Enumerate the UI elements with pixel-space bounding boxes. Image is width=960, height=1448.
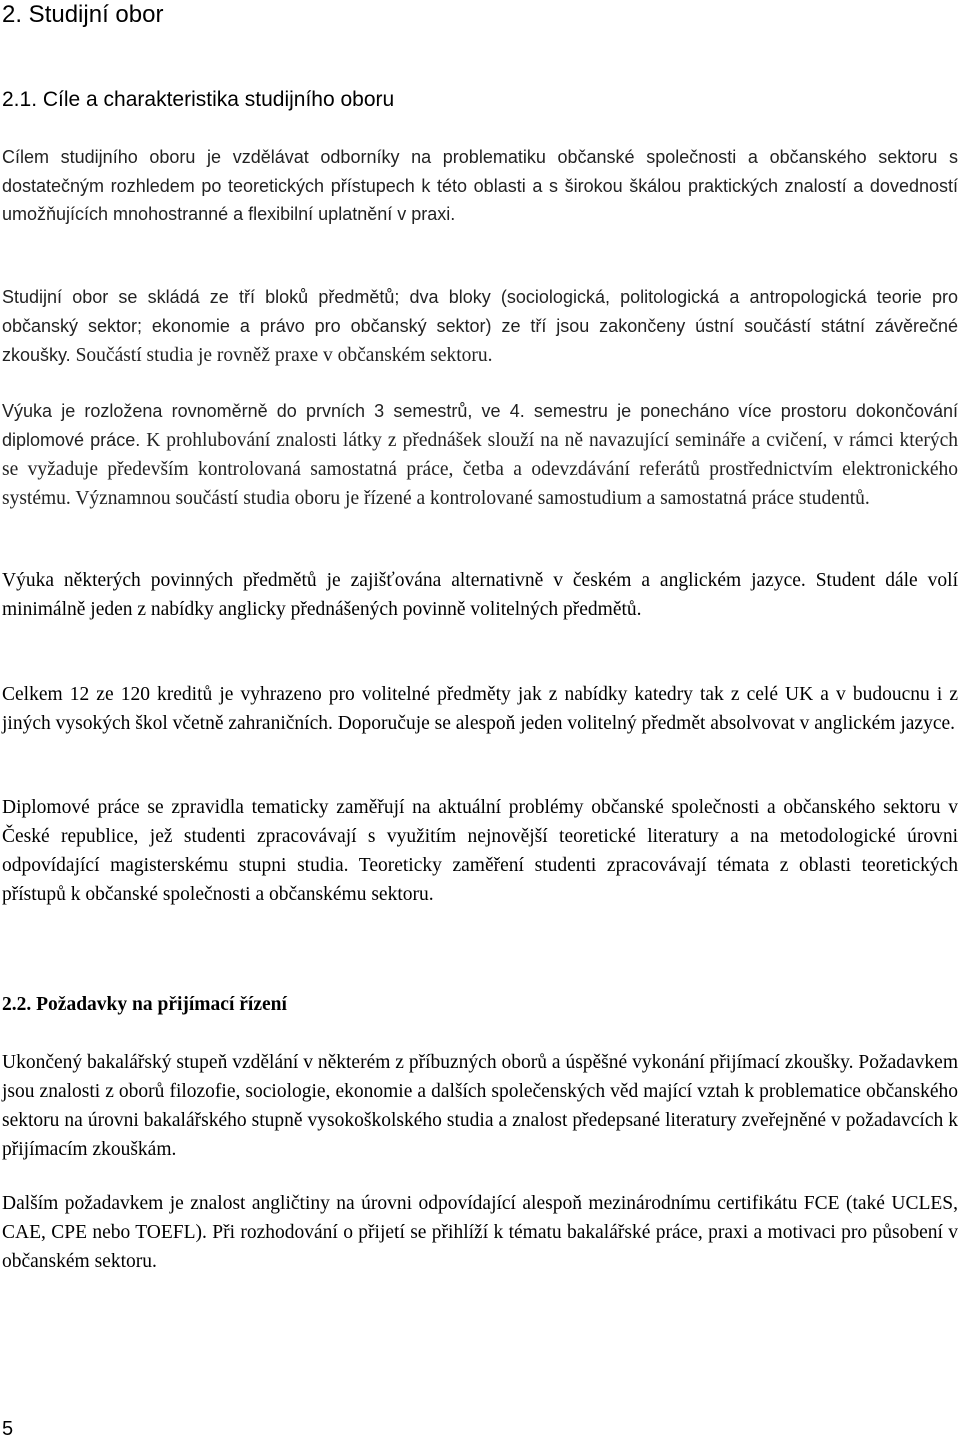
section-2-heading: 2.2. Požadavky na přijímací řízení <box>2 994 287 1015</box>
page-number: 5 <box>2 1418 14 1440</box>
section-1-heading: 2.1. Cíle a charakteristika studijního oboru <box>2 88 395 111</box>
section-1-para-4-block <box>2 566 958 624</box>
section-1-para-3 <box>2 397 958 513</box>
section-1-para-2 <box>2 283 958 370</box>
section-2-para-2-block <box>2 1189 958 1276</box>
chapter-heading: 2. Studijní obor <box>2 1 164 28</box>
section-1-para-2-main: Studijní obor se skládá ze tří bloků předmětů; dva bloky (sociologická, politologická a antropologická teorie pro občanský sektor; ekonomie a právo pro občanský sektor) ze tří jsou zakončeny ústní součástí státní závěrečné zkoušky. <box>2 287 958 365</box>
section-1-para-5: Celkem 12 ze 120 kreditů je vyhrazeno pro volitelné předměty jak z nabídky katedry tak z celé UK a v budoucnu i z jiných vysokých škol včetně zahraničních. Doporučuje se alespoň jeden volitelný předmět absolvovat v anglickém jazyce. <box>2 684 958 734</box>
section-1-para-4: Výuka některých povinných předmětů je zajišťována alternativně v českém a anglickém jazyce. Student dále volí minimálně jeden z nabídky anglicky přednášených povinně volitelných předmětů. <box>2 570 958 620</box>
section-1-para-5-block <box>2 680 958 738</box>
section-1-para-3-main: Výuka je rozložena rovnoměrně do prvních 3 semestrů, ve 4. semestru je ponecháno více prostoru dokončování diplomové práce. <box>2 401 958 450</box>
section-1-para-2-tail: Součástí studia je rovněž praxe v občanském sektoru. <box>70 345 493 366</box>
section-2-para-1: Ukončený bakalářský stupeň vzdělání v některém z příbuzných oborů a úspěšné vykonání přijímací zkoušky. Požadavkem jsou znalosti z oborů filozofie, sociologie, ekonomie a dalších společenských věd mající vztah k problematice občanského sektoru na úrovni bakalářského stupně vysokoškolského studia a znalost předepsané literatury zveřejněné v požadavcích k přijímacím zkouškám. <box>2 1052 958 1160</box>
section-2-para-2: Dalším požadavkem je znalost angličtiny na úrovni odpovídající alespoň mezinárodnímu certifikátu FCE (také UCLES, CAE, CPE nebo TOEFL). Při rozhodování o přijetí se přihlíží k tématu bakalářské práce, praxi a motivaci pro působení v občanském sektoru. <box>2 1193 958 1272</box>
section-1-para-3-tail: K prohlubování znalosti látky z přednášek slouží na ně navazující semináře a cvičení, v rámci kterých se vyžaduje především kontrolovaná samostatná práce, četba a odevzdávání referátů prostřednictvím elektronického systému. Významnou součástí studia oboru je řízené a kontrolované samostudium a samostatná práce studentů. <box>2 430 958 509</box>
section-1-para-6-block <box>2 793 958 909</box>
section-1-para-3-block <box>2 397 958 513</box>
section-2-para-1-block <box>2 1048 958 1164</box>
section-1-para-6: Diplomové práce se zpravidla tematicky zaměřují na aktuální problémy občanské společnosti a občanského sektoru v České republice, jež studenti zpracovávají s využitím nejnovější teoretické literatury a na metodologické úrovni odpovídající magisterskému stupni studia. Teoreticky zaměření studenti zpracovávají témata z oblasti teoretických přístupů k občanské společnosti a občanskému sektoru. <box>2 797 958 905</box>
section-1-para-1: Cílem studijního oboru je vzdělávat odborníky na problematiku občanské společnosti a občanského sektoru s dostatečným rozhledem po teoretických přístupech k této oblasti a s širokou škálou praktických znalostí a dovedností umožňujících mnohostranné a flexibilní uplatnění v praxi. <box>2 147 958 224</box>
section-1-para-2-block <box>2 283 958 370</box>
section-1-para-1-block <box>2 143 958 229</box>
